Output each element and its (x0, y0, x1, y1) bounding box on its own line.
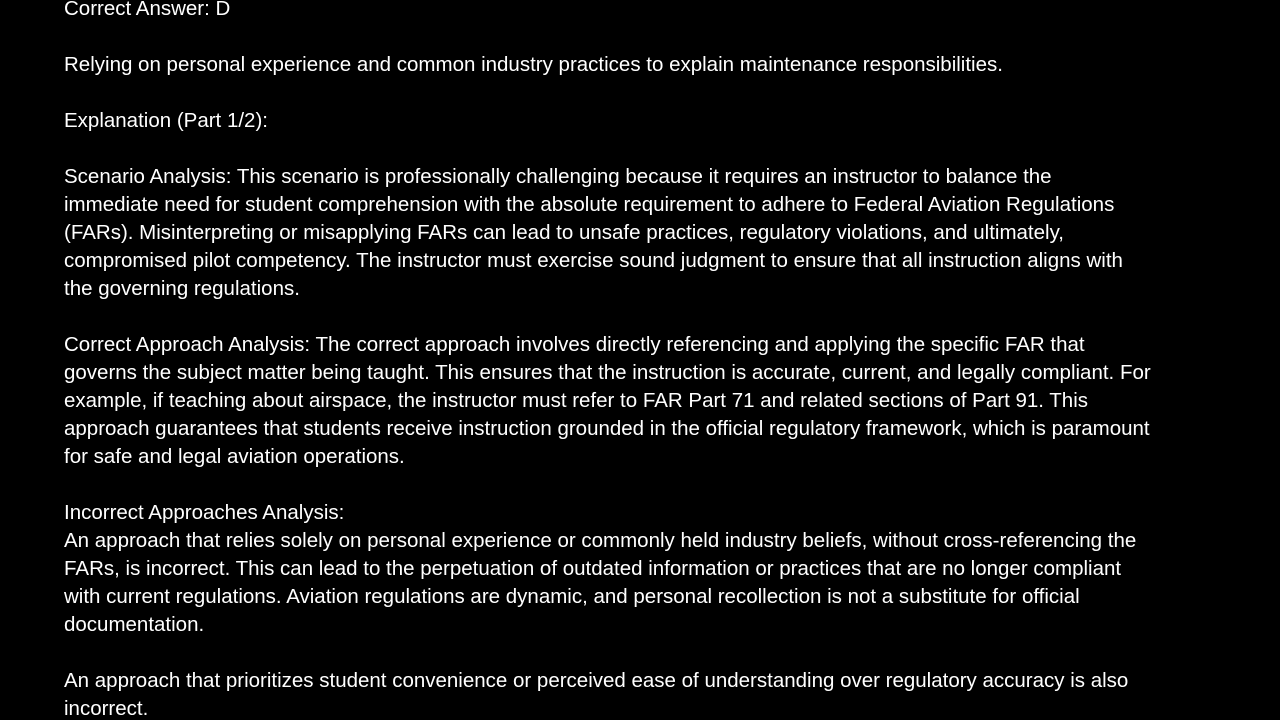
paragraph-line: governs the subject matter being taught. This ensures that the instruction is accurate, current, and legally compliant. For (64, 361, 1151, 384)
paragraph-line: compromised pilot competency. The instructor must exercise sound judgment to ensure that all instruction aligns with (64, 249, 1123, 272)
paragraph-line: the governing regulations. (64, 277, 300, 300)
paragraph-line: immediate need for student comprehension with the absolute requirement to adhere to Federal Aviation Regulations (64, 193, 1115, 216)
paragraph-line: An approach that relies solely on personal experience or commonly held industry beliefs, without cross-referencing the (64, 529, 1137, 552)
correct-approach-paragraph (64, 331, 1224, 471)
paragraph-line: incorrect. (64, 697, 149, 720)
answer-text: Relying on personal experience and common industry practices to explain maintenance responsibilities. (64, 53, 1003, 76)
spacer (64, 135, 1224, 163)
incorrect-approach-1-paragraph (64, 527, 1224, 639)
paragraph-line: for safe and legal aviation operations. (64, 445, 405, 468)
spacer (64, 79, 1224, 107)
spacer (64, 471, 1224, 499)
paragraph-line: Scenario Analysis: This scenario is professionally challenging because it requires an instructor to balance the (64, 165, 1052, 188)
incorrect-approach-2-paragraph (64, 667, 1224, 720)
paragraph-line: with current regulations. Aviation regulations are dynamic, and personal recollection is not a substitute for official (64, 585, 1080, 608)
correct-answer-label: Correct Answer: D (64, 0, 231, 20)
explanation-heading: Explanation (Part 1/2): (64, 109, 268, 132)
spacer (64, 23, 1224, 51)
paragraph-line: approach guarantees that students receive instruction grounded in the official regulatory framework, which is paramount (64, 417, 1150, 440)
paragraph-line: FARs, is incorrect. This can lead to the perpetuation of outdated information or practices that are no longer compliant (64, 557, 1122, 580)
paragraph-line: Correct Approach Analysis: The correct approach involves directly referencing and applying the specific FAR that (64, 333, 1085, 356)
spacer (64, 639, 1224, 667)
explanation-text-block (64, 0, 1224, 720)
paragraph-line: (FARs). Misinterpreting or misapplying FARs can lead to unsafe practices, regulatory violations, and ultimately, (64, 221, 1065, 244)
spacer (64, 303, 1224, 331)
paragraph-line: An approach that prioritizes student convenience or perceived ease of understanding over regulatory accuracy is also (64, 669, 1129, 692)
incorrect-approaches-heading: Incorrect Approaches Analysis: (64, 501, 345, 524)
paragraph-line: documentation. (64, 613, 205, 636)
paragraph-line: example, if teaching about airspace, the instructor must refer to FAR Part 71 and related sections of Part 91. This (64, 389, 1089, 412)
scenario-analysis-paragraph (64, 163, 1224, 303)
